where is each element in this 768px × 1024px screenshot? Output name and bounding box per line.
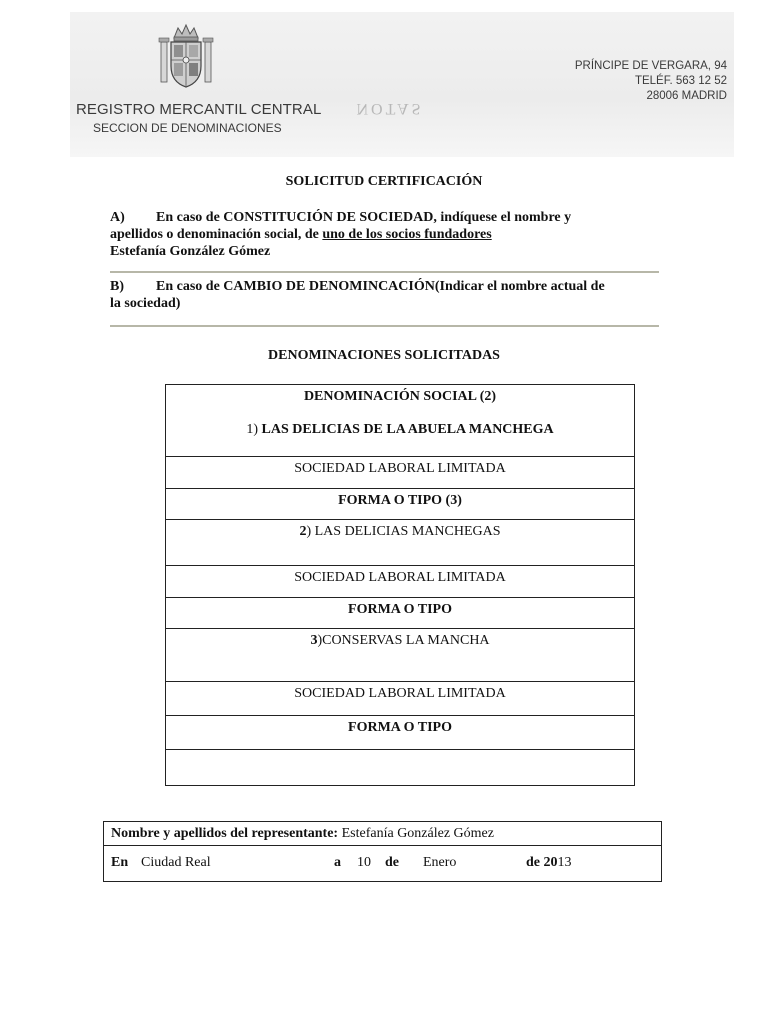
table-row xyxy=(166,489,635,520)
address-street: PRÍNCIPE DE VERGARA, 94 xyxy=(574,60,727,72)
table-row xyxy=(104,822,662,846)
denomination-1-number: 1) xyxy=(246,422,259,437)
empty-cell xyxy=(166,750,635,786)
section-a-line2 xyxy=(110,226,658,243)
place-label: En xyxy=(111,854,129,870)
section-b-line2 xyxy=(110,295,658,312)
table-row xyxy=(166,520,635,566)
representative-table xyxy=(103,821,662,882)
denomination-2-suffix: ) xyxy=(306,524,312,539)
letterhead-address xyxy=(575,59,727,104)
section-a-prefix: apellidos o denominación social, de xyxy=(110,227,323,242)
table-row xyxy=(166,385,635,457)
denomination-3-number: 3 xyxy=(310,633,318,648)
place-value: Ciudad Real xyxy=(141,854,211,870)
denomination-3-name: CONSERVAS LA MANCHA xyxy=(322,633,490,648)
founder-name: Estefanía González Gómez xyxy=(110,244,271,259)
denomination-cell-2 xyxy=(166,520,635,566)
document-title: SOLICITUD CERTIFICACIÓN xyxy=(285,174,483,189)
year-value: 13 xyxy=(557,854,572,870)
section-b xyxy=(110,278,658,312)
year xyxy=(526,855,572,871)
denomination-cell-3 xyxy=(166,629,635,682)
section-a-value xyxy=(110,243,658,260)
table-row xyxy=(166,750,635,786)
table-row xyxy=(166,566,635,598)
representative-name: Estefanía González Gómez xyxy=(338,825,494,841)
day-label: a xyxy=(334,854,341,870)
table-row xyxy=(166,457,635,489)
month-label: de xyxy=(385,854,399,870)
divider-a xyxy=(110,271,659,273)
day-value: 10 xyxy=(357,854,371,870)
type-value-cell-3: SOCIEDAD LABORAL LIMITADA xyxy=(166,682,635,716)
table-row xyxy=(166,682,635,716)
table-row xyxy=(104,846,662,882)
section-b-line1 xyxy=(110,278,658,295)
denomination-2-number: 2 xyxy=(299,524,307,539)
section-b-heading: En caso de CAMBIO DE DENOMINCACIÓN(Indicar el nombre actual de xyxy=(156,279,605,294)
representative-label: Nombre y apellidos del representante: xyxy=(111,825,339,841)
denomination-cell-1 xyxy=(166,385,635,457)
table-row xyxy=(166,598,635,629)
denomination-3-suffix: ) xyxy=(317,633,323,648)
denominaciones-heading: DENOMINACIONES SOLICITADAS xyxy=(268,348,500,363)
address-city: 28006 MADRID xyxy=(646,90,727,102)
type-label-cell-2: FORMA O TIPO xyxy=(166,598,635,629)
denomination-1-name: LAS DELICIAS DE LA ABUELA MANCHEGA xyxy=(261,422,554,437)
section-a xyxy=(110,209,658,260)
place-date-cell xyxy=(104,846,662,882)
table-header: DENOMINACIÓN SOCIAL (2) xyxy=(303,389,497,404)
section-b-heading-cont: la sociedad) xyxy=(110,296,181,311)
notas-stamp-mark xyxy=(352,90,428,130)
year-label: de 20 xyxy=(526,854,558,870)
type-label-cell-1: FORMA O TIPO (3) xyxy=(166,489,635,520)
denomination-2-name: LAS DELICIAS MANCHEGAS xyxy=(311,524,501,539)
organization-name: REGISTRO MERCANTIL CENTRAL xyxy=(76,101,322,118)
denomination-1 xyxy=(170,422,630,438)
coat-of-arms-logo xyxy=(158,22,214,90)
type-value-cell-2: SOCIEDAD LABORAL LIMITADA xyxy=(166,566,635,598)
section-b-label: B) xyxy=(110,279,124,294)
month-value: Enero xyxy=(423,854,457,870)
svg-text:NOTAS: NOTAS xyxy=(356,100,424,117)
divider-b xyxy=(110,325,659,327)
address-phone: TELÉF. 563 12 52 xyxy=(634,75,727,87)
type-label-cell-3: FORMA O TIPO xyxy=(166,716,635,750)
type-value-cell-1: SOCIEDAD LABORAL LIMITADA xyxy=(166,457,635,489)
section-a-underlined: uno de los socios fundadores xyxy=(322,227,492,242)
table-row xyxy=(166,716,635,750)
section-a-heading: En caso de CONSTITUCIÓN DE SOCIEDAD, indíquese el nombre y xyxy=(156,210,572,225)
table-row xyxy=(166,629,635,682)
organization-section: SECCION DE DENOMINACIONES xyxy=(93,121,282,135)
section-a-label: A) xyxy=(110,210,125,225)
denominaciones-table xyxy=(165,384,635,786)
place-date-line xyxy=(111,855,654,873)
section-a-line1 xyxy=(110,209,658,226)
representative-cell xyxy=(104,822,662,846)
